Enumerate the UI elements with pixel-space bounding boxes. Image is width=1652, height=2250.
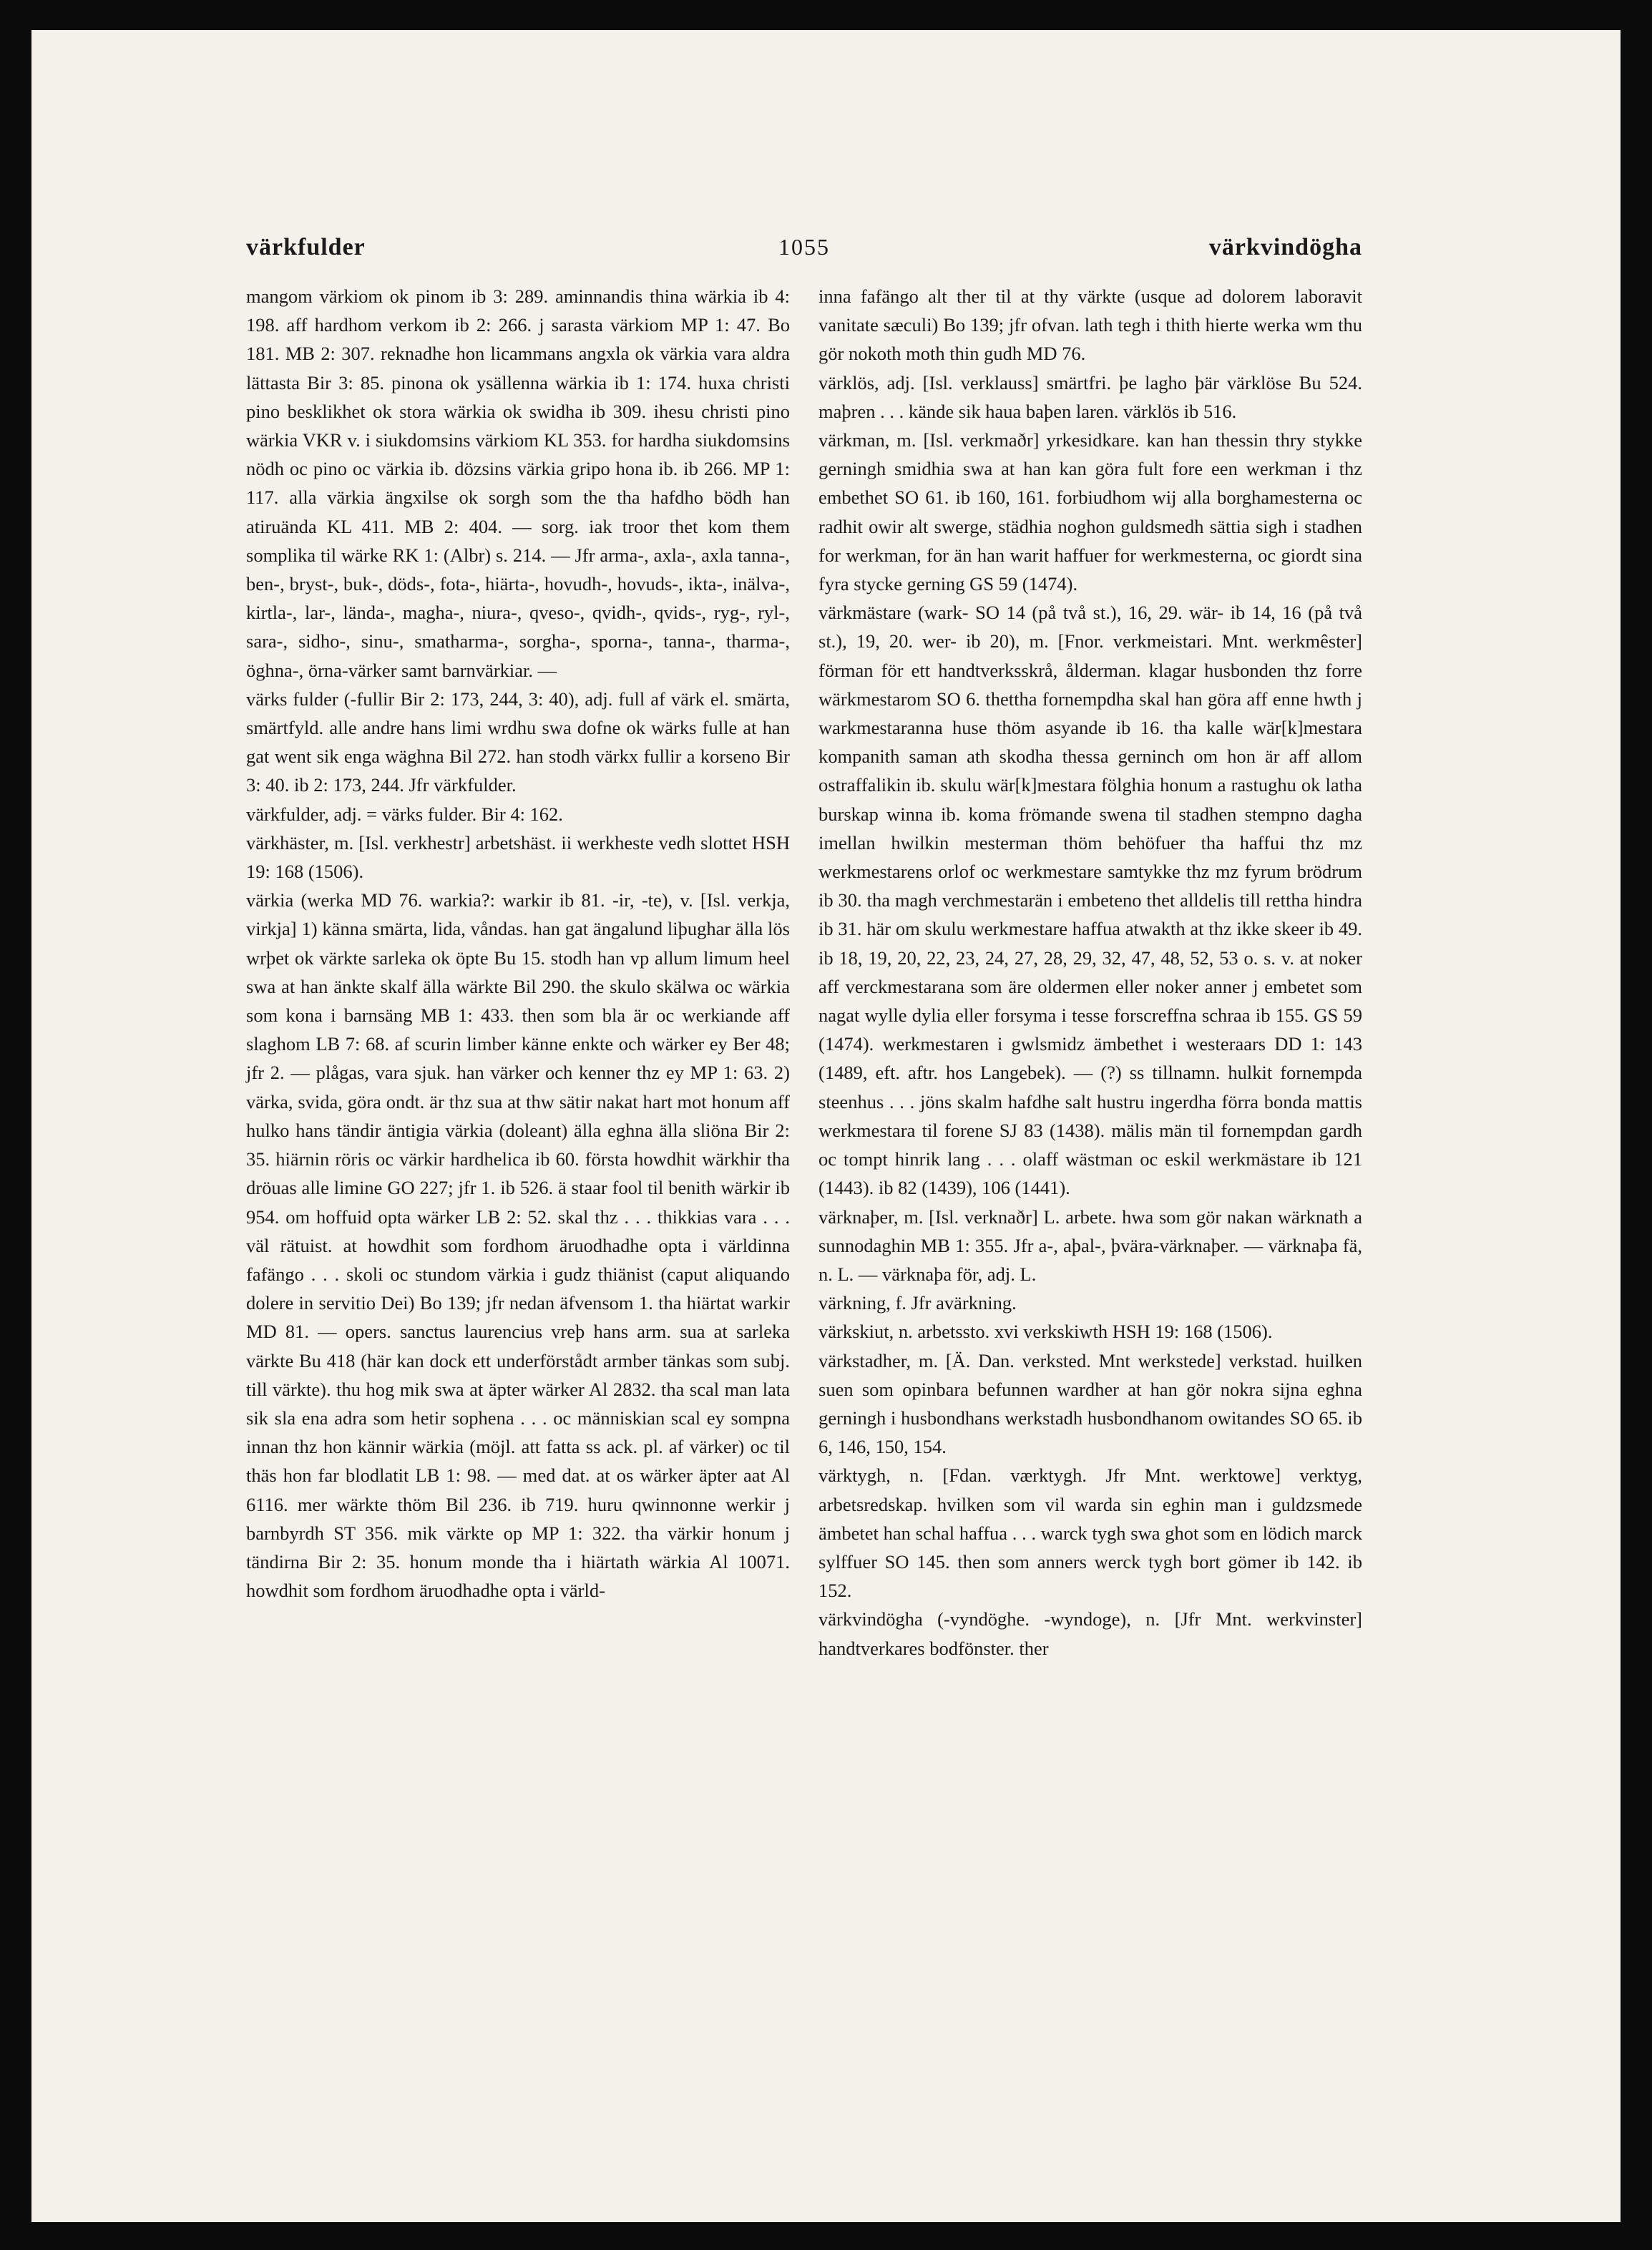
right-column [818,282,1362,1663]
entry-varkfulder: värkfulder, adj. = värks fulder. Bir 4: 162. [246,803,563,825]
entry-varkstadher: värkstadher, m. [Ä. Dan. verksted. Mnt werkstede] verkstad. huilken suen som opinbara befunnen wardher at han gör nokra sijna eghna gerningh i husbondhans werkstadh husbondhanom owitandes SO 65. ib 6, 146, 150, 154. [818,1349,1362,1458]
entry-varktygh: värktygh, n. [Fdan. værktygh. Jfr Mnt. werktowe] verktyg, arbetsredskap. hvilken som vil warda sin eghin man i guldzsmede ämbetet han schal haffua . . . warck tygh swa ghot som en lödich marck sylffuer SO 145. then som anners werck tygh bort gömer ib 142. ib 152. [818,1464,1362,1602]
entry-varklos: värklös, adj. [Isl. verklauss] smärtfri. þe lagho þär värklöse Bu 524. maþren . . . kände sik haua baþen laren. värklös ib 516. [818,371,1362,422]
entry-varknather: värknaþer, m. [Isl. verknaðr] L. arbete. hwa som gör nakan wärknath a sunnodaghin MB 1: 355. Jfr a-, aþal-, þvära-värknaþer. — värknaþa fä, n. L. — värknaþa för, adj. L. [818,1205,1362,1285]
running-head [246,234,1362,270]
entry-varkia-end: inna fafängo alt ther til at thy värkte (usque ad dolorem laboravit vanitate sæculi) Bo 139; jfr ofvan. lath tegh i thith hierte werka wm thu gör nokoth moth thin gudh MD 76. [818,285,1362,365]
entry-varkmastare: värkmästare (wark- SO 14 (på två st.), 16, 29. wär- ib 14, 16 (på två st.), 19, 20. wer- ib 20), m. [Fnor. verkmeistari. Mnt. werkmêster] förman för ett handtverksskrå, ålderman. klagar husbonden thz forre wärkmestarom SO 6. thettha fornempdha skal han göra aff enne hwth j warkmestaranna huse thöm asyande ib 16. tha kalle wär[k]mestara kompanith saman ath skodha thessa gerninch om hon är aff allom ostraffalikin ib. skulu wär[k]mestara fölghia honum a rastughu ok latha burskap winna ib. koma frömande swena til stadhen stempno dagha imellan hwilkin mesterman thöm behöfuer tha haffui thz mz werkmestarens orlof oc werkmestare samtykke thz mz fyrum brödrum ib 30. tha magh verchmestarän i embeteno thet alldelis till rettha hindra ib 31. här om skulu werkmestare haffua atwakth at thz ikke skeer ib 49. ib 18, 19, 20, 22, 23, 24, 27, 28, 29, 32, 47, 48, 52, 53 o. s. v. at noker aff verckmestarana som äre oldermen eller noker anner j embetet som nagat wylle dylia eller forsyma i tesse forscreffna schraa ib 155. GS 59 (1474). werkmestaren i gwlsmidz ämbethet i westeraars DD 1: 143 (1489, eft. aftr. hos Langebek). — (?) ss tillnamn. hulkit fornempda steenhus . . . jöns skalm hafdhe salt hustru ingerdha förra bonda mattis werkmestara til forene SJ 83 (1438). mälis män til fornempdan gardh oc tompt hinrik lang . . . olaff wästman oc eskil werkmästare ib 121 (1443). ib 82 (1439), 106 (1441). [818,602,1362,1199]
entry-varkning: värkning, f. Jfr avärkning. [818,1292,1017,1314]
page-sheet [31,30,1621,2222]
entry-varkia: värkia (werka MD 76. warkia?: warkir ib 81. -ir, -te), v. [Isl. verkja, virkja] 1) känna smärta, lida, våndas. han gat ängalund liþughar älla lös wrþet ok värkte sarleka ok öpte Bu 15. stodh han vp allum limum heel swa at han änkte skalf älla wärkte Bil 290. the skulo skälwa oc wärkia som kona i barnsäng MB 1: 433. then som bla är oc werkiande aff slaghom LB 7: 68. af scurin limber känne enkte och wärker ey Ber 48; jfr 2. — plågas, vara sjuk. han värker och kenner thz ey MP 1: 63. 2) värka, svida, göra ondt. är thz sua at thw sätir nakat hart mot honum aff hulko hans tändir äntigia värkia (doleant) älla eghna älla sliöna Bir 2: 35. hiärnin röris oc värkir hardhelica ib 60. första howdhit wärkhir tha dröuas alle limine GO 227; jfr 1. ib 526. ä staar fool til benith wärkir ib 954. om hoffuid opta wärker LB 2: 52. skal thz . . . thikkias vara . . . väl rätuist. at howdhit som fordhom äruodhadhe opta i världinna fafängo . . . skoli oc stundom värkia i gudz thiänist (caput aliquando dolere in servitio Dei) Bo 139; jfr nedan äfvensom 1. tha hiärtat warkir MD 81. — opers. sanctus laurencius vreþ hans arm. sua at sarleka värkte Bu 418 (här kan dock ett underförstådt armber tänkas som subj. till värkte). thu hog mik swa at äpter wärker Al 2832. tha scal man lata sik sla ena adra som hetir sophena . . . oc människian scal ey sompna innan thz hon kännir wärkia (möjl. att fatta ss ack. pl. af värker) oc til thäs hon far blodlatit LB 1: 98. — med dat. at os wärker äpter aat Al 6116. mer wärkte thöm Bil 236. ib 719. huru qwinnonne werkir j barnbyrdh ST 356. mik värkte op MP 1: 322. tha värkir honum j tändirna Bir 2: 35. honum monde tha i hiärtath wärkia Al 10071. howdhit som fordhom äruodhadhe opta i värld- [246,889,790,1602]
header-left-catchword: värkfulder [246,234,366,260]
page-number: 1055 [778,234,830,260]
entry-varkia-continuation: mangom värkiom ok pinom ib 3: 289. aminnandis thina wärkia ib 4: 198. aff hardhom verkom ib 2: 266. j sarasta värkiom MP 1: 47. Bo 181. MB 2: 307. reknadhe hon licammans angxla ok värkia vara aldra lättasta Bir 3: 85. pinona ok ysällenna wärkia ib 1: 174. huxa christi pino besklikhet ok stora wärkia ok swidha ib 309. ihesu christi pino wärkia VKR v. i siukdomsins värkiom KL 353. for hardha siukdomsins nödh oc pino oc värkia ib. dözsins värkia gripo hona ib. ib 266. MP 1: 117. alla värkia ängxilse ok sorgh som the tha hafdho bödh han atiruända KL 411. MB 2: 404. — sorg. iak troor thet kom them somplika til wärke RK 1: (Albr) s. 214. — Jfr arma-, axla-, axla tanna-, ben-, bryst-, buk-, döds-, fota-, hiärta-, hovudh-, hovuds-, ikta-, inälva-, kirtla-, lar-, lända-, magha-, niura-, qveso-, qvidh-, qvids-, ryg-, ryl-, sara-, sidho-, sinu-, smatharma-, sorgha-, sporna-, tanna-, tharma-, öghna-, örna-värker samt barnvärkiar. — [246,285,790,681]
entry-varkvindogha: värkvindögha (-vyndöghe. -wyndoge), n. [Jfr Mnt. werkvinster] handtverkares bodfönster. ther [818,1608,1362,1659]
header-right-catchword: värkvindögha [1208,234,1362,260]
entry-varks-fulder: värks fulder (-fullir Bir 2: 173, 244, 3: 40), adj. full af värk el. smärta, smärtfyld. alle andre hans limi wrdhu swa dofne ok wärks fulle at han gat went sik enga wäghna Bil 272. han stodh värkx fullir a korseno Bir 3: 40. ib 2: 173, 244. Jfr värkfulder. [246,688,790,796]
left-column [246,282,790,1605]
entry-varkskiut: värkskiut, n. arbetssto. xvi verkskiwth HSH 19: 168 (1506). [818,1321,1273,1343]
entry-varkhaster: värkhäster, m. [Isl. verkhestr] arbetshäst. ii werkheste vedh slottet HSH 19: 168 (1506). [246,831,790,883]
entry-varkman: värkman, m. [Isl. verkmaðr] yrkesidkare. kan han thessin thry stykke gerningh smidhia swa at han kan göra fult fore een werkman i thz embethet SO 61. ib 160, 161. forbiudhom wij alla borghamesterna oc radhit owir alt swerge, städhia noghon guldsmedh sättia sigh i stadhen for werkman, for än han warit haffuer for werkmesterna, oc giordt sina fyra stycke gerning GS 59 (1474). [818,429,1362,595]
